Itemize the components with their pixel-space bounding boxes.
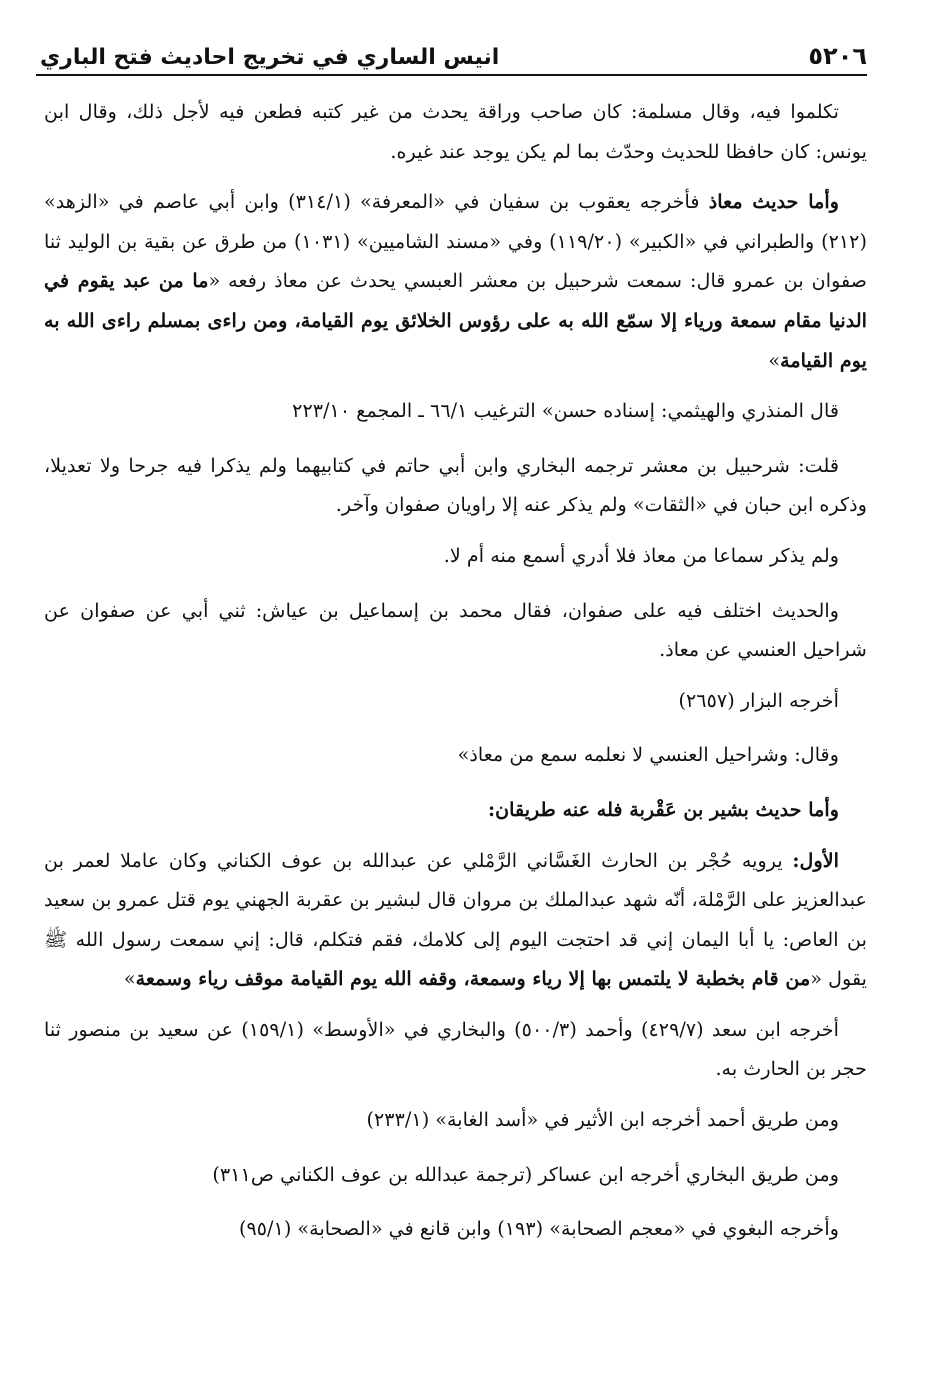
paragraph: ومن طريق البخاري أخرجه ابن عساكر (ترجمة عبدالله بن عوف الكناني ص٣١١) bbox=[212, 1162, 839, 1186]
paragraph: وأما حديث معاذ فأخرجه يعقوب بن سفيان في «المعرفة» (٣١٤/١) وابن أبي عاصم في «الزهد» (٢١٢) والطبراني في «الكبير» (١١٩/٢٠) وفي «مسند الشاميين» (١٠٣١) من طرق عن بقية بن الوليد ثنا صفوان بن عمرو قال: سمعت شرحبيل بن معشر العبسي يحدث عن معاذ رفعه «ما من عبد يقوم في الدنيا مقام سمعة ورياء إلا سمّع الله به على رؤوس الخلائق يوم القيامة، ومن راءى بمسلم راءى الله به يوم القيامة» bbox=[44, 190, 868, 372]
paragraph: قال المنذري والهيثمي: إسناده حسن» الترغيب ٦٦/١ ـ المجمع ٢٢٣/١٠ bbox=[292, 399, 839, 423]
paragraph: وقال: وشراحيل العنسي لا نعلمه سمع من معاذ» bbox=[457, 743, 839, 767]
page-number: ٥٢٠٦ bbox=[808, 42, 867, 70]
paragraph: والحديث اختلف فيه على صفوان، فقال محمد بن إسماعيل بن عياش: ثني أبي عن صفوان عن شراحيل العنسي عن معاذ. bbox=[44, 598, 867, 662]
page-body bbox=[44, 92, 867, 1260]
paragraph: أخرجه ابن سعد (٤٢٩/٧) وأحمد (٥٠٠/٣) والبخاري في «الأوسط» (١٥٩/١) عن سعيد بن منصور ثنا حجر بن الحارث به. bbox=[44, 1017, 867, 1081]
hadith-text: من قام بخطبة لا يلتمس بها إلا رياء وسمعة، وقفه الله يوم القيامة موقف رياء وسمعة bbox=[135, 967, 811, 991]
paragraph: ولم يذكر سماعا من معاذ فلا أدري أسمع منه أم لا. bbox=[443, 543, 839, 567]
paragraph: وأخرجه البغوي في «معجم الصحابة» (١٩٣) وابن قانع في «الصحابة» (٩٥/١) bbox=[238, 1217, 839, 1241]
paragraph: أخرجه البزار (٢٦٥٧) bbox=[678, 688, 839, 712]
paragraph: تكلموا فيه، وقال مسلمة: كان صاحب وراقة يحدث من غير كتبه فطعن فيه لأجل ذلك، وقال ابن يونس: كان حافظا للحديث وحدّث بما لم يكن يوجد عند غيره. bbox=[44, 100, 867, 163]
running-title: انيس الساري في تخريج احاديث فتح الباري bbox=[40, 45, 500, 70]
paragraph: ومن طريق أحمد أخرجه ابن الأثير في «أسد الغابة» (٢٣٣/١) bbox=[366, 1108, 839, 1132]
paragraph-lead: الأول: bbox=[792, 848, 839, 872]
hadith-text: ما من عبد يقوم في الدنيا مقام سمعة ورياء إلا سمّع الله به على رؤوس الخلائق يوم القيامة، ومن راءى بمسلم راءى الله به يوم القيامة bbox=[44, 269, 867, 372]
paragraph: قلت: شرحبيل بن معشر ترجمه البخاري وابن أبي حاتم في كتابيهما ولم يذكرا فيه جرحا ولا تعديلا، وذكره ابن حبان في «الثقات» ولم يذكر عنه إلا راويان صفوان وآخر. bbox=[44, 453, 867, 517]
paragraph: الأول: يرويه حُجْر بن الحارث الغَسَّاني الرَّمْلي عن عبدالله بن عوف الكناني وكان عاملا لعمر بن عبدالعزيز على الرَّمْلة، أنّه شهد عبدالملك بن مروان قال لبشير بن عقربة الجهني يوم قتل عمرو بن سعيد بن العاص: يا أبا اليمان إني قد احتجت اليوم إلى كلامك، فقم فتكلم، قال: إني سمعت رسول الله ﷺ يقول «من قام بخطبة لا يلتمس بها إلا رياء وسمعة، وقفه الله يوم القيامة موقف رياء وسمعة» bbox=[44, 848, 867, 991]
section-heading: وأما حديث بشير بن عَقْربة فله عنه طريقان: bbox=[487, 797, 839, 821]
header-rule bbox=[36, 74, 867, 76]
paragraph-lead: وأما حديث معاذ bbox=[708, 190, 840, 214]
page-header bbox=[40, 26, 867, 70]
